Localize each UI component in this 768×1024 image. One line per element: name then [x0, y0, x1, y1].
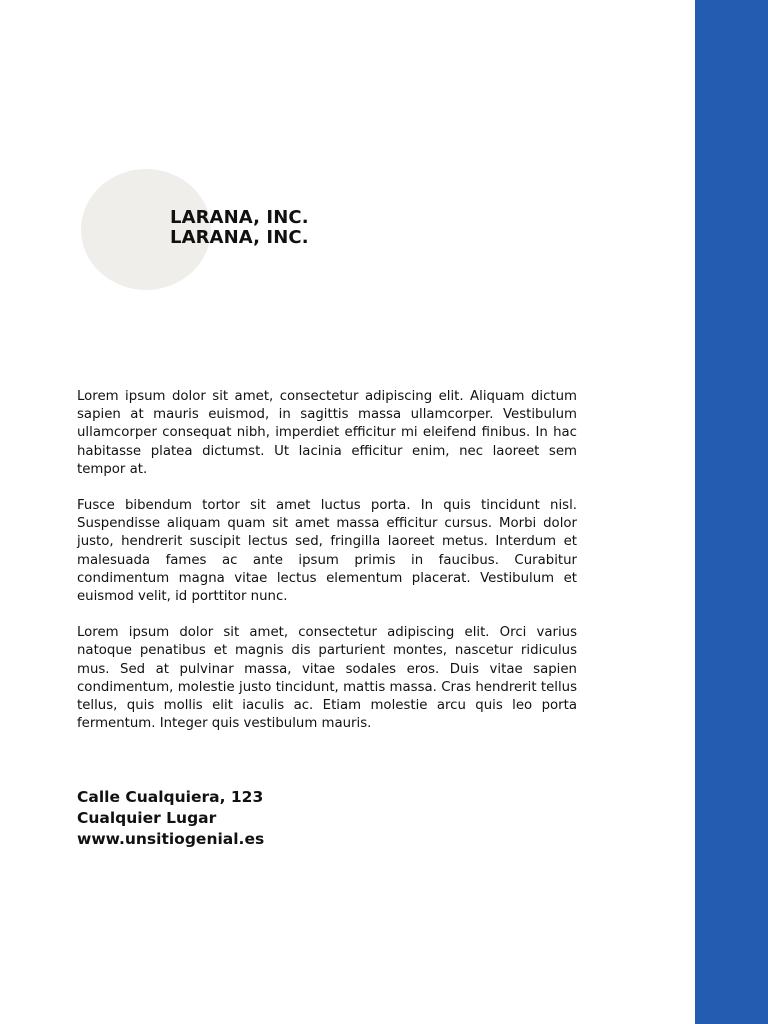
body-paragraph-2: Fusce bibendum tortor sit amet luctus porta. In quis tincidunt nisl. Suspendisse aliquam quam sit amet massa efficitur cursus. Morbi dolor justo, hendrerit suscipit lectus sed, fringilla laoreet metus. Interdum et malesuada fames ac ante ipsum primis in faucibus. Curabitur condimentum magna vitae lectus elementum placerat. Vestibulum et euismod velit, id porttitor nunc. — [77, 498, 577, 605]
website-link[interactable]: www.unsitiogenial.es — [77, 830, 265, 848]
company-name-line-1: LARANA, INC. — [170, 207, 309, 228]
accent-side-bar — [695, 0, 768, 1024]
company-name-line-2: LARANA, INC. — [170, 227, 309, 248]
city: Cualquier Lugar — [77, 809, 217, 827]
contact-block — [77, 787, 264, 850]
street-address: Calle Cualquiera, 123 — [77, 788, 264, 806]
letter-body — [77, 388, 577, 751]
body-paragraph-1: Lorem ipsum dolor sit amet, consectetur adipiscing elit. Aliquam dictum sapien at mauris euismod, in sagittis massa ullamcorper. Vestibulum ullamcorper consequat nibh, imperdiet efficitur mi eleifend finibus. In hac habitasse platea dictumst. Ut lacinia efficitur enim, nec laoreet sem tempor at. — [77, 389, 577, 477]
body-paragraph-3: Lorem ipsum dolor sit amet, consectetur adipiscing elit. Orci varius natoque penatibus et magnis dis parturient montes, nascetur ridiculus mus. Sed at pulvinar massa, vitae sodales eros. Duis vitae sapien condimentum, molestie justo tincidunt, mattis massa. Cras hendrerit tellus tellus, quis mollis elit iaculis ac. Etiam molestie arcu quis leo porta fermentum. Integer quis vestibulum mauris. — [77, 625, 577, 732]
company-name — [170, 208, 309, 248]
